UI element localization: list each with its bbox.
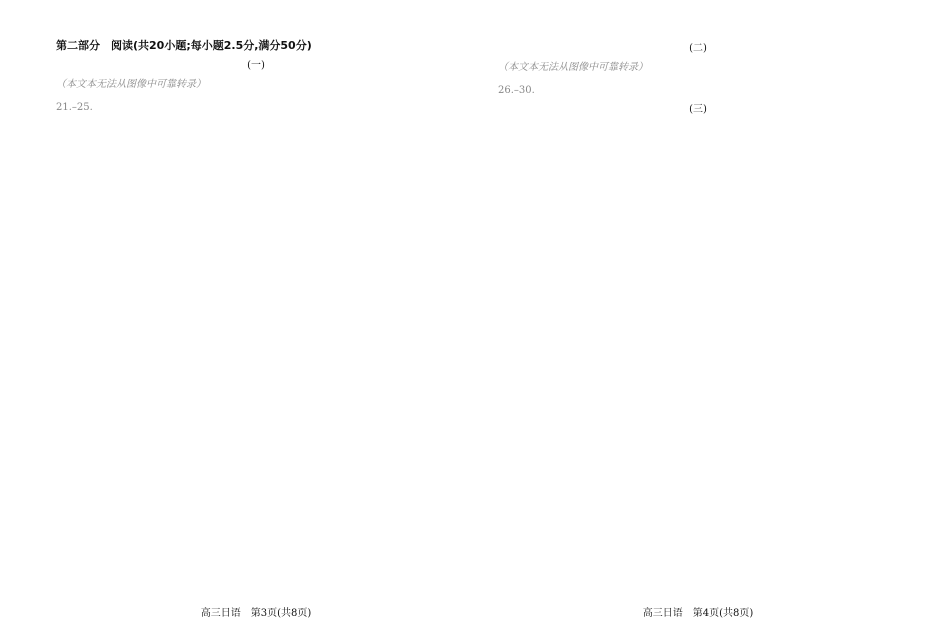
left-column — [56, 38, 456, 591]
section-2-heading: (二) — [689, 43, 707, 54]
section-3-heading: (三) — [689, 104, 707, 115]
passage-1: （本文本无法从图像中可靠转录） — [56, 78, 206, 90]
passage-2: （本文本无法从图像中可靠转录） — [498, 62, 648, 73]
question-range-left: 21.–25. — [56, 101, 93, 113]
question-range-right: 26.–30. — [498, 85, 535, 96]
page-footer-left: 高三日语 第3页(共8页) — [200, 608, 312, 619]
right-column — [498, 38, 898, 591]
section-1-heading: (一) — [247, 59, 265, 71]
part-title: 第二部分 阅读(共20小题;每小题2.5分,满分50分) — [56, 39, 312, 52]
page-footer-right: 高三日语 第4页(共8页) — [642, 608, 754, 619]
